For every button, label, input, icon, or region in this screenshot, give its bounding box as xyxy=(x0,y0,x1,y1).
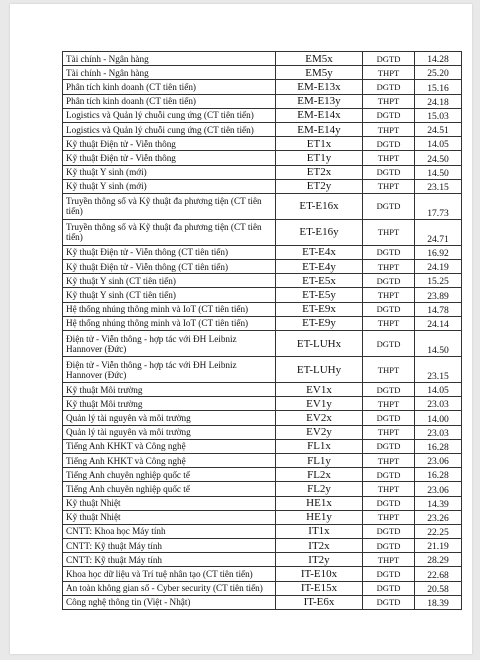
table-row xyxy=(63,219,462,245)
admission-method-cell: DGTD xyxy=(363,411,415,425)
table-row xyxy=(63,482,462,496)
program-code-cell: FL2x xyxy=(276,468,363,482)
cutoff-score-cell: 24.19 xyxy=(415,260,462,274)
table-row xyxy=(63,510,462,524)
program-code-cell: FL1x xyxy=(276,439,363,453)
table-row xyxy=(63,383,462,397)
cutoff-score-cell: 23.06 xyxy=(415,482,462,496)
cutoff-score-cell: 14.50 xyxy=(415,331,462,357)
program-code-cell: IT1x xyxy=(276,524,363,538)
program-name-cell: Kỹ thuật Điện tử - Viễn thông xyxy=(63,137,276,151)
program-name-cell: Kỹ thuật Y sinh (mới) xyxy=(63,165,276,179)
table-row xyxy=(63,80,462,94)
table-row xyxy=(63,496,462,510)
admission-method-cell: DGTD xyxy=(363,524,415,538)
program-code-cell: ET1y xyxy=(276,151,363,165)
cutoff-score-cell: 24.14 xyxy=(415,316,462,330)
admission-method-cell: DGTD xyxy=(363,52,415,66)
program-code-cell: ET2x xyxy=(276,165,363,179)
program-name-cell: Điện tử - Viễn thông - hợp tác với ĐH Leibniz Hannover (Đức) xyxy=(63,331,276,357)
program-name-cell: Quản lý tài nguyên và môi trường xyxy=(63,425,276,439)
program-code-cell: ET-LUHx xyxy=(276,331,363,357)
cutoff-score-cell: 22.68 xyxy=(415,567,462,581)
program-code-cell: EM-E14x xyxy=(276,108,363,122)
program-name-cell: Kỹ thuật Điện tử - Viễn thông (CT tiên tiến) xyxy=(63,245,276,259)
program-name-cell: Phân tích kinh doanh (CT tiên tiến) xyxy=(63,80,276,94)
program-name-cell: CNTT: Kỹ thuật Máy tính xyxy=(63,539,276,553)
program-name-cell: CNTT: Kỹ thuật Máy tính xyxy=(63,553,276,567)
program-code-cell: EM5x xyxy=(276,52,363,66)
table-row xyxy=(63,439,462,453)
program-code-cell: EV2x xyxy=(276,411,363,425)
program-code-cell: EV2y xyxy=(276,425,363,439)
program-code-cell: ET-E16y xyxy=(276,219,363,245)
cutoff-score-cell: 15.25 xyxy=(415,274,462,288)
cutoff-score-cell: 15.03 xyxy=(415,108,462,122)
cutoff-score-cell: 14.28 xyxy=(415,52,462,66)
table-row xyxy=(63,524,462,538)
table-row xyxy=(63,581,462,595)
table-row xyxy=(63,567,462,581)
admission-method-cell: THPT xyxy=(363,260,415,274)
table-row xyxy=(63,357,462,383)
program-name-cell: Quản lý tài nguyên và môi trường xyxy=(63,411,276,425)
admission-method-cell: DGTD xyxy=(363,274,415,288)
table-row xyxy=(63,425,462,439)
program-code-cell: IT-E15x xyxy=(276,581,363,595)
program-name-cell: Kỹ thuật Y sinh (CT tiên tiến) xyxy=(63,288,276,302)
admission-method-cell: DGTD xyxy=(363,581,415,595)
admission-method-cell: DGTD xyxy=(363,165,415,179)
table-row xyxy=(63,411,462,425)
table-row xyxy=(63,260,462,274)
document-page xyxy=(10,4,472,654)
program-name-cell: Kỹ thuật Điện tử - Viễn thông (CT tiên tiến) xyxy=(63,260,276,274)
admission-method-cell: DGTD xyxy=(363,539,415,553)
admission-method-cell: DGTD xyxy=(363,383,415,397)
table-row xyxy=(63,453,462,467)
cutoff-score-cell: 24.18 xyxy=(415,94,462,108)
admission-method-cell: THPT xyxy=(363,425,415,439)
program-name-cell: Tiếng Anh chuyên nghiệp quốc tế xyxy=(63,482,276,496)
table-row xyxy=(63,553,462,567)
program-code-cell: ET-E9x xyxy=(276,302,363,316)
table-row xyxy=(63,52,462,66)
table-row xyxy=(63,539,462,553)
admission-method-cell: THPT xyxy=(363,397,415,411)
program-code-cell: ET-LUHy xyxy=(276,357,363,383)
admission-method-cell: DGTD xyxy=(363,468,415,482)
table-row xyxy=(63,302,462,316)
program-name-cell: Truyền thông số và Kỹ thuật đa phương tiện (CT tiên tiến) xyxy=(63,193,276,219)
program-name-cell: Kỹ thuật Điện tử - Viễn thông xyxy=(63,151,276,165)
program-code-cell: FL1y xyxy=(276,453,363,467)
table-row xyxy=(63,66,462,80)
table-row xyxy=(63,108,462,122)
program-name-cell: Kỹ thuật Nhiệt xyxy=(63,496,276,510)
program-code-cell: IT-E6x xyxy=(276,595,363,609)
admission-score-table xyxy=(62,51,462,610)
admission-method-cell: THPT xyxy=(363,151,415,165)
program-name-cell: Tài chính - Ngân hàng xyxy=(63,66,276,80)
cutoff-score-cell: 23.26 xyxy=(415,510,462,524)
cutoff-score-cell: 14.78 xyxy=(415,302,462,316)
table-row xyxy=(63,288,462,302)
program-code-cell: ET-E5y xyxy=(276,288,363,302)
admission-method-cell: DGTD xyxy=(363,137,415,151)
table-row xyxy=(63,193,462,219)
admission-method-cell: THPT xyxy=(363,482,415,496)
cutoff-score-cell: 28.29 xyxy=(415,553,462,567)
program-code-cell: IT2y xyxy=(276,553,363,567)
program-code-cell: EM5y xyxy=(276,66,363,80)
program-code-cell: ET-E5x xyxy=(276,274,363,288)
admission-method-cell: THPT xyxy=(363,357,415,383)
program-code-cell: ET1x xyxy=(276,137,363,151)
cutoff-score-cell: 23.15 xyxy=(415,179,462,193)
score-table-body xyxy=(63,52,462,610)
program-name-cell: Kỹ thuật Y sinh (CT tiên tiến) xyxy=(63,274,276,288)
program-name-cell: Hệ thống nhúng thông minh và IoT (CT tiên tiến) xyxy=(63,302,276,316)
program-name-cell: Kỹ thuật Môi trường xyxy=(63,397,276,411)
admission-method-cell: THPT xyxy=(363,179,415,193)
cutoff-score-cell: 23.03 xyxy=(415,425,462,439)
program-name-cell: Truyền thông số và Kỹ thuật đa phương tiện (CT tiên tiến) xyxy=(63,219,276,245)
cutoff-score-cell: 14.05 xyxy=(415,383,462,397)
admission-method-cell: DGTD xyxy=(363,595,415,609)
admission-method-cell: DGTD xyxy=(363,496,415,510)
admission-method-cell: THPT xyxy=(363,316,415,330)
program-code-cell: EM-E14y xyxy=(276,122,363,136)
program-name-cell: Công nghệ thông tin (Việt - Nhật) xyxy=(63,595,276,609)
program-code-cell: EM-E13y xyxy=(276,94,363,108)
program-name-cell: Logistics và Quản lý chuỗi cung ứng (CT tiên tiến) xyxy=(63,122,276,136)
program-name-cell: Tiếng Anh KHKT và Công nghệ xyxy=(63,439,276,453)
program-code-cell: EV1y xyxy=(276,397,363,411)
table-row xyxy=(63,595,462,609)
table-row xyxy=(63,468,462,482)
admission-method-cell: THPT xyxy=(363,510,415,524)
cutoff-score-cell: 14.05 xyxy=(415,137,462,151)
table-row xyxy=(63,94,462,108)
admission-method-cell: THPT xyxy=(363,453,415,467)
program-name-cell: Tiếng Anh chuyên nghiệp quốc tế xyxy=(63,468,276,482)
cutoff-score-cell: 15.16 xyxy=(415,80,462,94)
cutoff-score-cell: 23.06 xyxy=(415,453,462,467)
program-name-cell: Khoa học dữ liệu và Trí tuệ nhân tạo (CT tiên tiến) xyxy=(63,567,276,581)
program-code-cell: ET2y xyxy=(276,179,363,193)
cutoff-score-cell: 16.92 xyxy=(415,245,462,259)
cutoff-score-cell: 25.20 xyxy=(415,66,462,80)
program-name-cell: Tài chính - Ngân hàng xyxy=(63,52,276,66)
program-code-cell: ET-E4y xyxy=(276,260,363,274)
program-name-cell: Kỹ thuật Nhiệt xyxy=(63,510,276,524)
program-code-cell: IT2x xyxy=(276,539,363,553)
program-name-cell: Hệ thống nhúng thông minh và IoT (CT tiên tiến) xyxy=(63,316,276,330)
program-name-cell: Phân tích kinh doanh (CT tiên tiến) xyxy=(63,94,276,108)
admission-method-cell: DGTD xyxy=(363,439,415,453)
cutoff-score-cell: 14.00 xyxy=(415,411,462,425)
admission-method-cell: THPT xyxy=(363,94,415,108)
admission-method-cell: DGTD xyxy=(363,331,415,357)
program-code-cell: HE1y xyxy=(276,510,363,524)
cutoff-score-cell: 16.28 xyxy=(415,468,462,482)
admission-method-cell: DGTD xyxy=(363,245,415,259)
admission-method-cell: DGTD xyxy=(363,567,415,581)
cutoff-score-cell: 18.39 xyxy=(415,595,462,609)
table-row xyxy=(63,397,462,411)
cutoff-score-cell: 24.71 xyxy=(415,219,462,245)
admission-method-cell: DGTD xyxy=(363,108,415,122)
cutoff-score-cell: 23.15 xyxy=(415,357,462,383)
cutoff-score-cell: 14.50 xyxy=(415,165,462,179)
program-name-cell: Logistics và Quản lý chuỗi cung ứng (CT tiên tiến) xyxy=(63,108,276,122)
admission-method-cell: DGTD xyxy=(363,302,415,316)
program-name-cell: Kỹ thuật Môi trường xyxy=(63,383,276,397)
admission-method-cell: DGTD xyxy=(363,193,415,219)
program-code-cell: ET-E9y xyxy=(276,316,363,330)
table-row xyxy=(63,274,462,288)
program-name-cell: Kỹ thuật Y sinh (mới) xyxy=(63,179,276,193)
table-row xyxy=(63,165,462,179)
table-row xyxy=(63,316,462,330)
table-row xyxy=(63,331,462,357)
cutoff-score-cell: 23.89 xyxy=(415,288,462,302)
table-row xyxy=(63,122,462,136)
cutoff-score-cell: 16.28 xyxy=(415,439,462,453)
cutoff-score-cell: 24.51 xyxy=(415,122,462,136)
admission-method-cell: THPT xyxy=(363,219,415,245)
cutoff-score-cell: 20.58 xyxy=(415,581,462,595)
table-row xyxy=(63,151,462,165)
program-code-cell: HE1x xyxy=(276,496,363,510)
program-name-cell: Điện tử - Viễn thông - hợp tác với ĐH Leibniz Hannover (Đức) xyxy=(63,357,276,383)
admission-method-cell: THPT xyxy=(363,122,415,136)
admission-method-cell: THPT xyxy=(363,288,415,302)
table-row xyxy=(63,179,462,193)
cutoff-score-cell: 21.19 xyxy=(415,539,462,553)
admission-method-cell: DGTD xyxy=(363,80,415,94)
program-name-cell: An toàn không gian số - Cyber security (CT tiên tiến) xyxy=(63,581,276,595)
cutoff-score-cell: 14.39 xyxy=(415,496,462,510)
program-code-cell: FL2y xyxy=(276,482,363,496)
table-row xyxy=(63,137,462,151)
admission-method-cell: THPT xyxy=(363,66,415,80)
program-name-cell: Tiếng Anh KHKT và Công nghệ xyxy=(63,453,276,467)
cutoff-score-cell: 24.50 xyxy=(415,151,462,165)
admission-method-cell: THPT xyxy=(363,553,415,567)
table-row xyxy=(63,245,462,259)
cutoff-score-cell: 23.03 xyxy=(415,397,462,411)
program-code-cell: ET-E16x xyxy=(276,193,363,219)
program-code-cell: ET-E4x xyxy=(276,245,363,259)
program-code-cell: EV1x xyxy=(276,383,363,397)
program-code-cell: IT-E10x xyxy=(276,567,363,581)
program-name-cell: CNTT: Khoa học Máy tính xyxy=(63,524,276,538)
program-code-cell: EM-E13x xyxy=(276,80,363,94)
cutoff-score-cell: 17.73 xyxy=(415,193,462,219)
cutoff-score-cell: 22.25 xyxy=(415,524,462,538)
